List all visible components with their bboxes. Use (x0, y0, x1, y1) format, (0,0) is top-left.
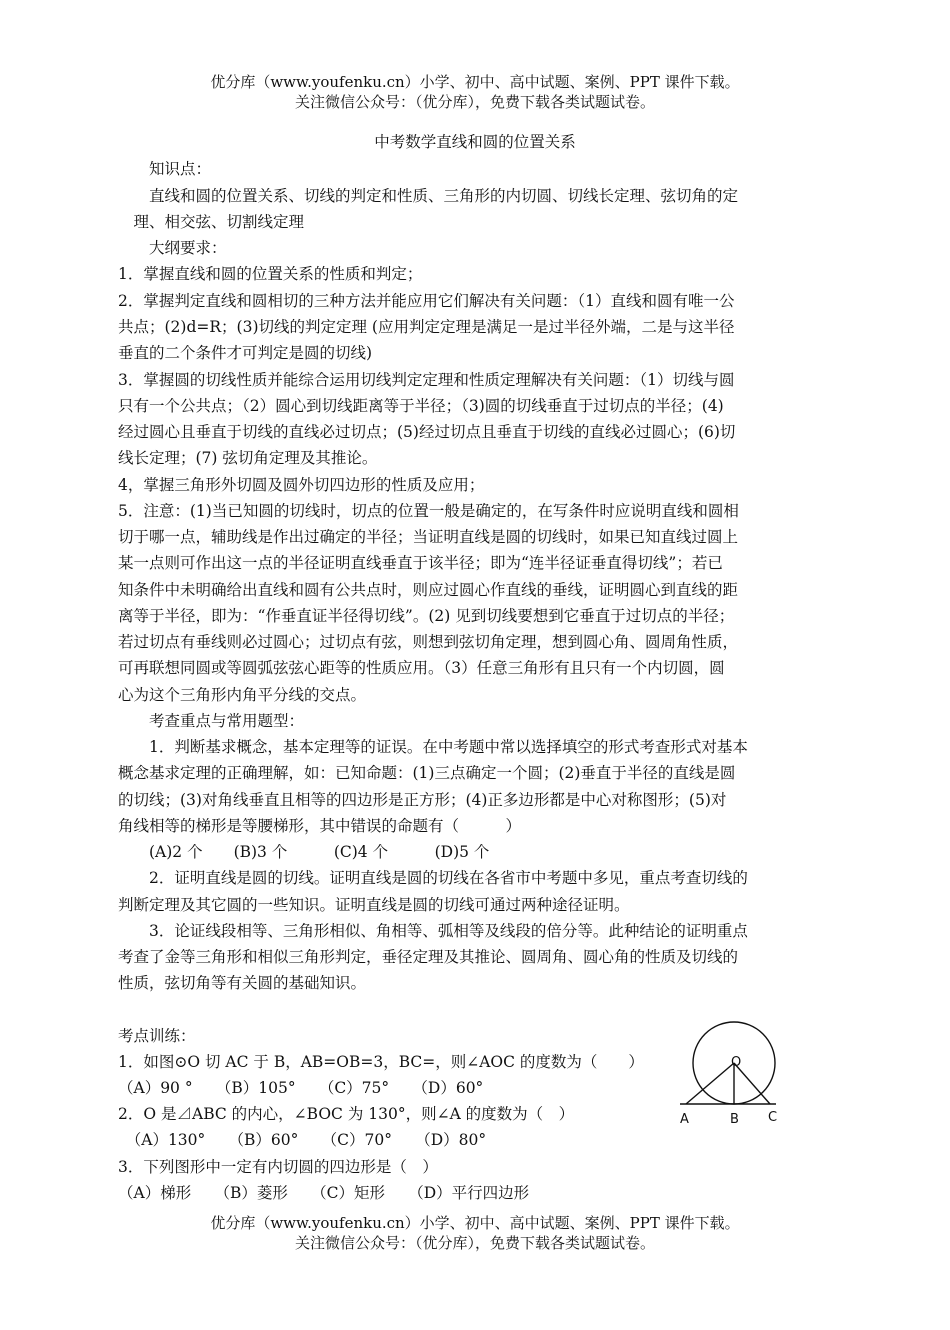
text-line: (A)2 个 (B)3 个 (C)4 个 (D)5 个 (118, 843, 490, 861)
exercise-line: （A）130° （B）60° （C）70° （D）80° (118, 1131, 487, 1149)
exercise-line: 1．如图⊙O 切 AC 于 B，AB=OB=3，BC=，则∠AOC 的度数为（ ） (118, 1053, 644, 1071)
text-line: 2．掌握判定直线和圆相切的三种方法并能应用它们解决有关问题：（1）直线和圆有唯一公 (118, 292, 735, 310)
text-line: 知识点： (118, 160, 212, 178)
label-b: B (730, 1112, 739, 1127)
text-line: 知条件中未明确给出直线和圆有公共点时，则应过圆心作直线的垂线，证明圆心到直线的距 (118, 581, 739, 599)
exercise-line: （A）90 ° （B）105° （C）75° （D）60° (118, 1079, 484, 1097)
text-line: 5．注意：(1)当已知圆的切线时，切点的位置一般是确定的，在写条件时应说明直线和圆相 (118, 502, 739, 520)
footer-line-1: 优分库（www.youfenku.cn）小学、初中、高中试题、案例、PPT 课件下载。 (210, 1214, 740, 1232)
text-line: 只有一个公共点；（2）圆心到切线距离等于半径；（3)圆的切线垂直于过切点的半径；(4) (118, 397, 724, 415)
text-line: 2．证明直线是圆的切线。证明直线是圆的切线在各省市中考题中多见，重点考查切线的 (118, 869, 748, 887)
label-c: C (768, 1110, 778, 1125)
text-line: 性质，弦切角等有关圆的基础知识。 (118, 974, 367, 992)
text-line: 1．掌握直线和圆的位置关系的性质和判定； (118, 265, 423, 283)
header-line-2: 关注微信公众号：（优分库），免费下载各类试题试卷。 (294, 93, 655, 111)
page-title: 中考数学直线和圆的位置关系 (374, 133, 576, 151)
text-line: 1．判断基求概念，基本定理等的证误。在中考题中常以选择填空的形式考查形式对基本 (118, 738, 748, 756)
text-line: 某一点则可作出这一点的半径证明直线垂直于该半径；即为“连半径证垂直得切线”；若已 (118, 554, 723, 572)
text-line: 角线相等的梯形是等腰梯形，其中错误的命题有（ ） (118, 817, 522, 835)
text-line: 4，掌握三角形外切圆及圆外切四边形的性质及应用； (118, 476, 485, 494)
text-line: 经过圆心且垂直于切线的直线必过切点；(5)经过切点且垂直于切线的直线必过圆心；(6)切 (118, 423, 736, 441)
text-line: 3．论证线段相等、三角形相似、角相等、弧相等及线段的倍分等。此种结论的证明重点 (118, 922, 748, 940)
text-line: 3．掌握圆的切线性质并能综合运用切线判定定理和性质定理解决有关问题：（1）切线与圆 (118, 371, 735, 389)
footer-line-2: 关注微信公众号：（优分库），免费下载各类试题试卷。 (294, 1234, 655, 1252)
text-line: 共点；(2)d=R；(3)切线的判定定理 (应用判定定理是满足一是过半径外端，二是与这半径 (118, 318, 735, 336)
text-line: 大纲要求： (118, 239, 227, 257)
text-line: 心为这个三角形内角平分线的交点。 (118, 686, 367, 704)
text-line: 判断定理及其它圆的一些知识。证明直线是圆的切线可通过两种途径证明。 (118, 896, 630, 914)
exercise-line: （A）梯形 （B）菱形 （C）矩形 （D）平行四边形 (118, 1184, 530, 1202)
text-line: 理、相交弦、切割线定理 (118, 213, 305, 231)
text-line: 线长定理；(7) 弦切角定理及其推论。 (118, 449, 378, 467)
exercise-line: 3．下列图形中一定有内切圆的四边形是（ ） (118, 1158, 438, 1176)
exercise-line: 2．O 是⊿ABC 的内心，∠BOC 为 130°，则∠A 的度数为（ ） (118, 1105, 575, 1123)
text-line: 考查了金等三角形和相似三角形判定，垂径定理及其推论、圆周角、圆心角的性质及切线的 (118, 948, 739, 966)
text-line: 概念基求定理的正确理解，如：已知命题：(1)三点确定一个圆；(2)垂直于半径的直线是圆 (118, 764, 736, 782)
text-line: 的切线；(3)对角线垂直且相等的四边形是正方形；(4)正多边形都是中心对称图形；(5)对 (118, 791, 727, 809)
text-line: 考查重点与常用题型： (118, 712, 305, 730)
text-line: 离等于半径，即为：“作垂直证半径得切线”。(2) 见到切线要想到它垂直于过切点的半径； (118, 607, 735, 625)
label-a: A (680, 1112, 689, 1127)
text-line: 若过切点有垂线则必过圆心；过切点有弦，则想到弦切角定理，想到圆心角、圆周角性质， (118, 633, 739, 651)
circle-tangent-figure (672, 1015, 792, 1130)
exercise-heading: 考点训练： (118, 1027, 196, 1045)
label-o: O (731, 1055, 742, 1070)
header-line-1: 优分库（www.youfenku.cn）小学、初中、高中试题、案例、PPT 课件下载。 (210, 73, 740, 91)
text-line: 可再联想同圆或等圆弧弦弦心距等的性质应用。（3）任意三角形有且只有一个内切圆，圆 (118, 659, 725, 677)
text-line: 直线和圆的位置关系、切线的判定和性质、三角形的内切圆、切线长定理、弦切角的定 (118, 187, 739, 205)
text-line: 垂直的二个条件才可判定是圆的切线) (118, 344, 373, 362)
text-line: 切于哪一点，辅助线是作出过确定的半径；当证明直线是圆的切线时，如果已知直线过圆上 (118, 528, 739, 546)
